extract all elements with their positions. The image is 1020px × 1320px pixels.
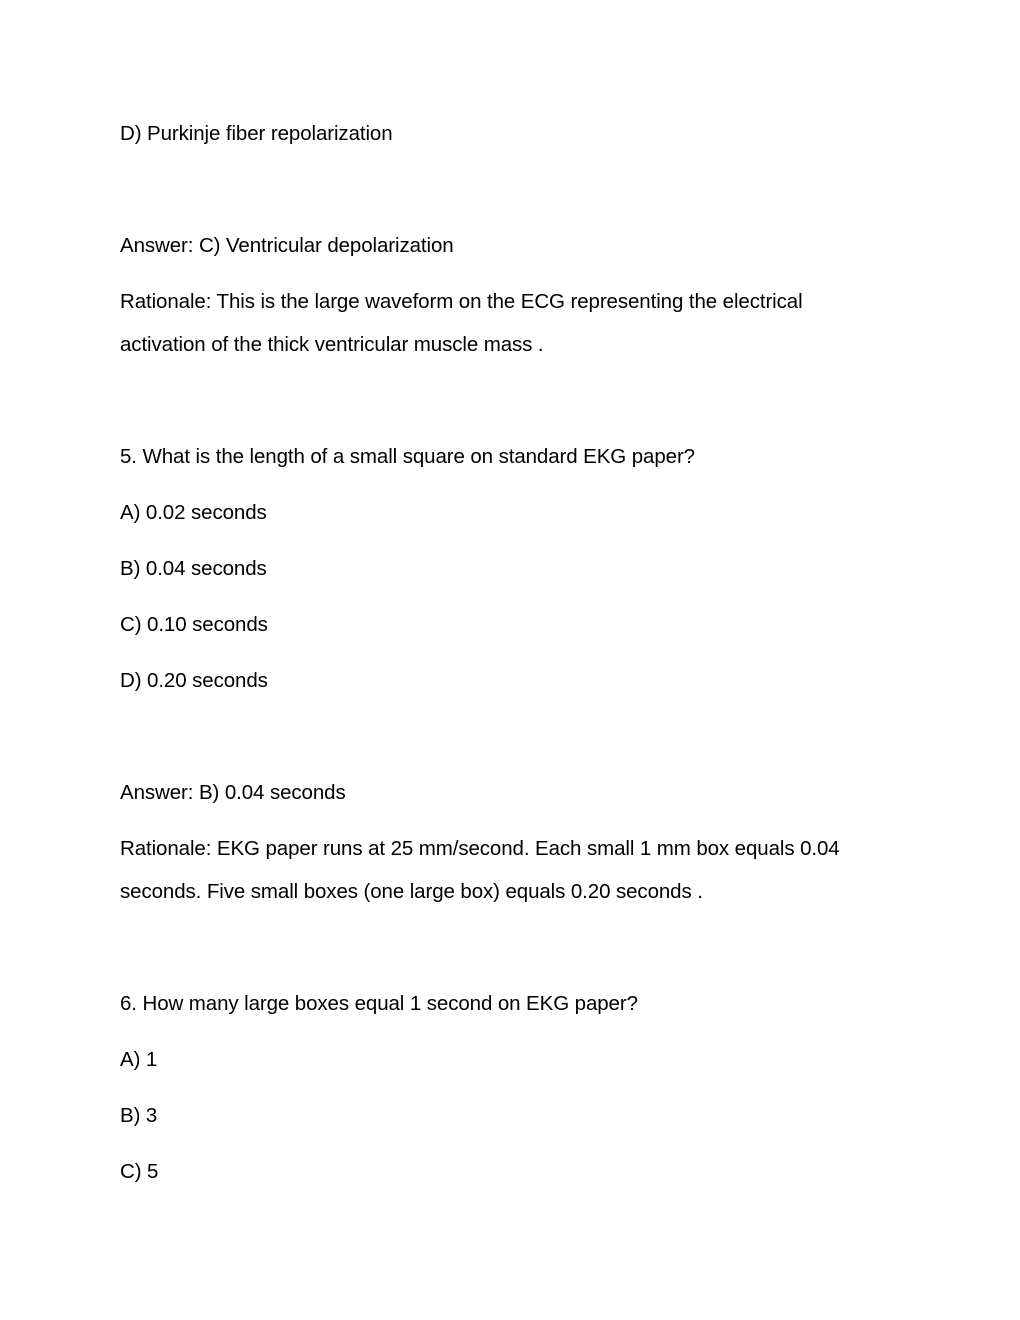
q5-question: 5. What is the length of a small square on standard EKG paper? — [120, 445, 695, 468]
q5-answer: Answer: B) 0.04 seconds — [120, 781, 346, 804]
q4-answer: Answer: C) Ventricular depolarization — [120, 234, 454, 257]
q6-option-c: C) 5 — [120, 1160, 159, 1183]
q6-option-a: A) 1 — [120, 1048, 158, 1071]
q4-rationale-line-2: activation of the thick ventricular muscle mass . — [120, 333, 544, 356]
q5-option-d: D) 0.20 seconds — [120, 669, 268, 692]
q5-option-a: A) 0.02 seconds — [120, 501, 267, 524]
q4-option-d: D) Purkinje fiber repolarization — [120, 122, 393, 145]
q5-option-b: B) 0.04 seconds — [120, 557, 267, 580]
q4-rationale-line-1: Rationale: This is the large waveform on the ECG representing the electrical — [120, 290, 803, 313]
q6-question: 6. How many large boxes equal 1 second on EKG paper? — [120, 992, 638, 1015]
q6-option-b: B) 3 — [120, 1104, 158, 1127]
q5-option-c: C) 0.10 seconds — [120, 613, 268, 636]
q5-rationale-line-2: seconds. Five small boxes (one large box) equals 0.20 seconds . — [120, 880, 703, 903]
q5-rationale-line-1: Rationale: EKG paper runs at 25 mm/second. Each small 1 mm box equals 0.04 — [120, 837, 840, 860]
